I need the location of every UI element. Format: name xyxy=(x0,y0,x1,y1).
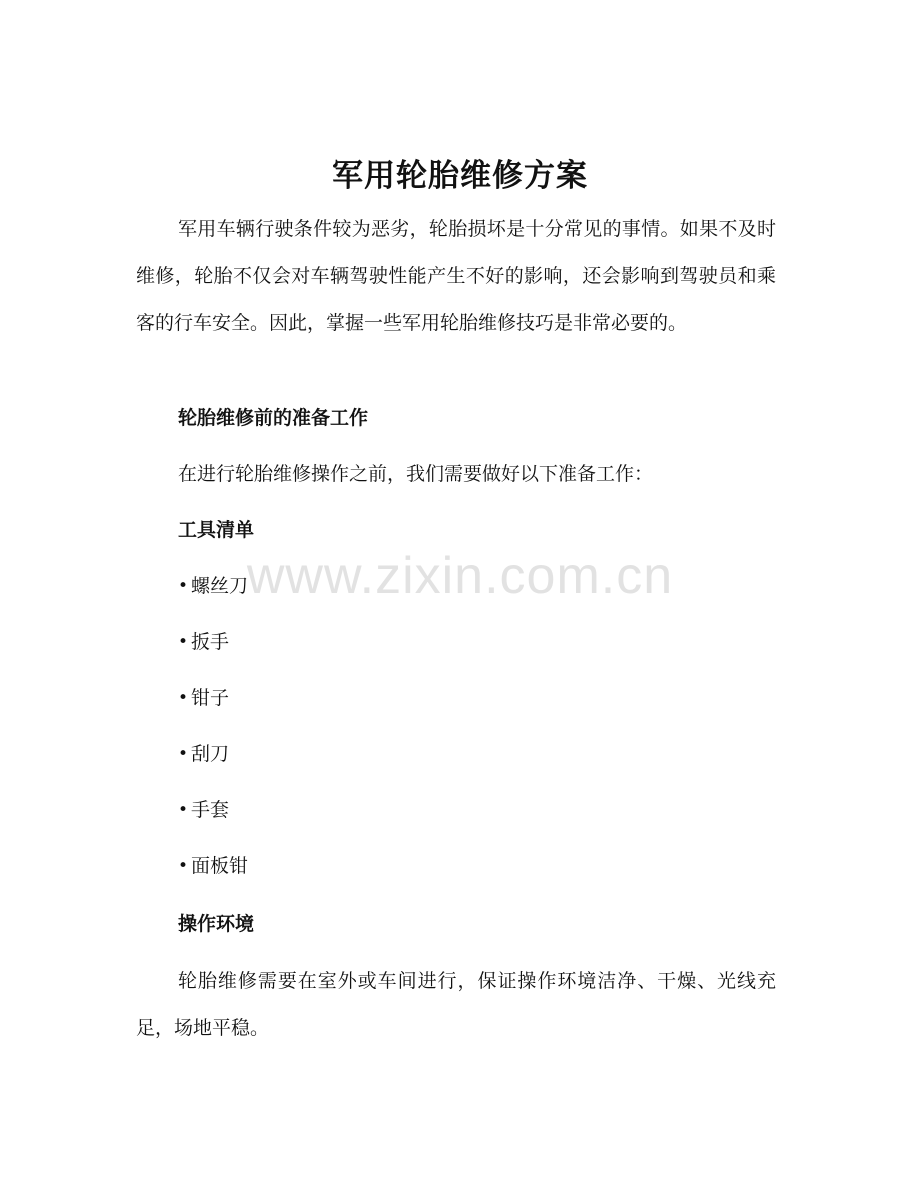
bullet-icon: • xyxy=(178,632,189,652)
tool-list-item xyxy=(178,627,229,657)
tool-list-item xyxy=(178,795,229,825)
tool-name: 扳手 xyxy=(191,631,230,653)
prep-text: 在进行轮胎维修操作之前，我们需要做好以下准备工作： xyxy=(178,463,654,485)
bullet-icon: • xyxy=(178,800,189,820)
tool-name: 钳子 xyxy=(191,687,230,709)
tool-list-item xyxy=(178,739,229,769)
prep-heading: 轮胎维修前的准备工作 xyxy=(178,407,369,429)
document-title: 军用轮胎维修方案 xyxy=(332,158,588,194)
tool-name: 面板钳 xyxy=(191,855,249,877)
intro-paragraph: 军用车辆行驶条件较为恶劣，轮胎损坏是十分常见的事情。如果不及时维修，轮胎不仅会对车辆驾驶性能产生不好的影响，还会影响到驾驶员和乘客的行车安全。因此，掌握一些军用轮胎维修技巧是非常必要的。 xyxy=(136,218,776,334)
watermark: www.zixin.com.cn xyxy=(246,547,674,605)
env-paragraph: 轮胎维修需要在室外或车间进行，保证操作环境洁净、干燥、光线充足，场地平稳。 xyxy=(136,970,776,1039)
tool-list-item xyxy=(178,571,248,601)
tool-name: 手套 xyxy=(191,799,230,821)
bullet-icon: • xyxy=(178,856,189,876)
bullet-icon: • xyxy=(178,744,189,764)
tool-name: 螺丝刀 xyxy=(191,575,249,597)
bullet-icon: • xyxy=(178,688,189,708)
bullet-icon: • xyxy=(178,576,189,596)
tool-list-item xyxy=(178,851,248,881)
tools-heading: 工具清单 xyxy=(178,519,255,541)
env-heading: 操作环境 xyxy=(178,913,255,935)
tool-list-item xyxy=(178,683,229,713)
tool-name: 刮刀 xyxy=(191,743,230,765)
